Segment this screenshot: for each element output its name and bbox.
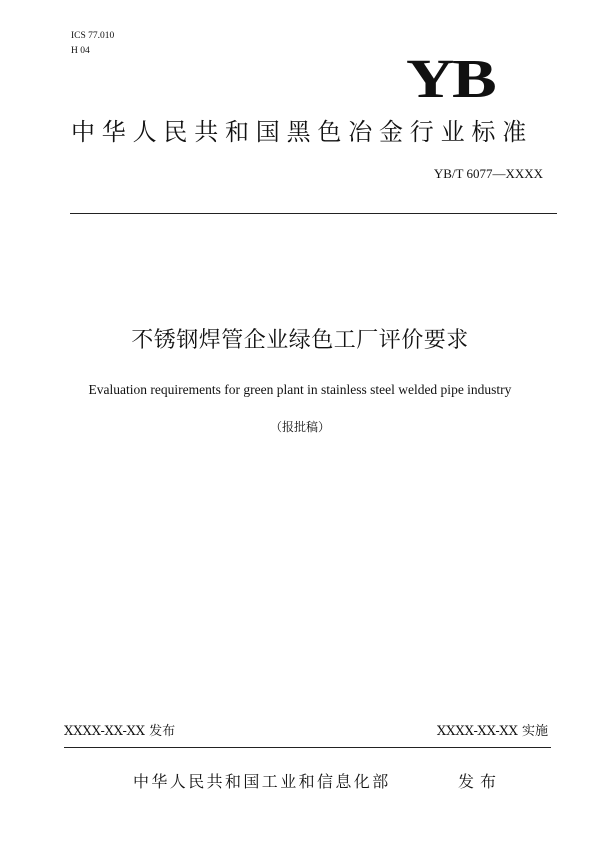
issue-label: 发布 bbox=[458, 772, 503, 791]
standard-logo: YB bbox=[406, 48, 495, 109]
classification-code: H 04 bbox=[71, 46, 90, 56]
organization-title: 中华人民共和国黑色冶金行业标准 bbox=[71, 118, 533, 146]
issuing-authority: 中华人民共和国工业和信息化部 bbox=[133, 772, 391, 791]
standard-number: YB/T 6077—XXXX bbox=[433, 166, 543, 181]
top-divider bbox=[70, 213, 557, 214]
ics-code: ICS 77.010 bbox=[71, 31, 115, 41]
draft-status: （报批稿） bbox=[269, 420, 330, 434]
publish-date: XXXX-XX-XX 发布 bbox=[64, 724, 176, 739]
document-title-english: Evaluation requirements for green plant in stainless steel welded pipe industry bbox=[88, 382, 512, 397]
bottom-divider bbox=[64, 747, 551, 748]
implementation-date: XXXX-XX-XX 实施 bbox=[436, 724, 548, 739]
document-title-chinese: 不锈钢焊管企业绿色工厂评价要求 bbox=[131, 328, 469, 353]
